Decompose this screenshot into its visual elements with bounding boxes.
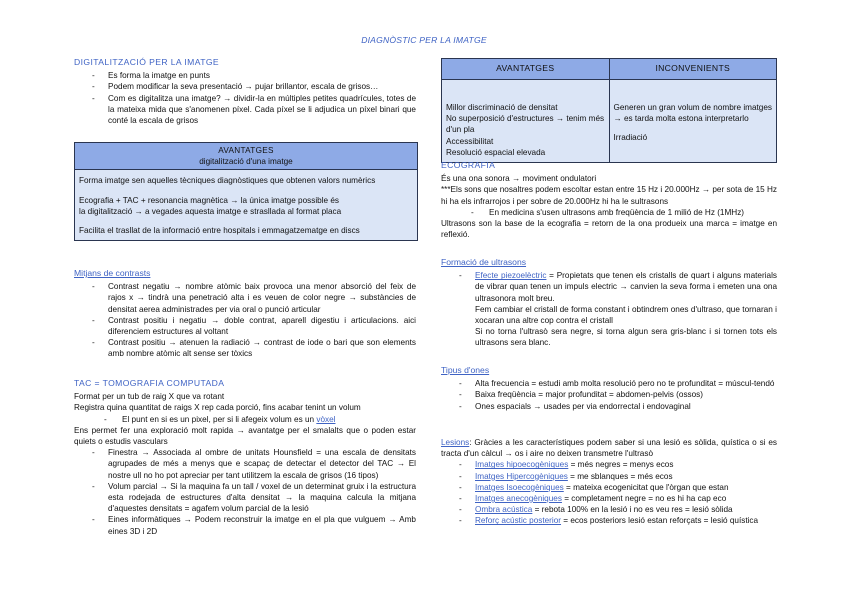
tac-section (74, 378, 416, 537)
tac-paragraph: Ens permet fer una exploració molt rapida → avantatge per el smalalts que o poden estar quiets o estudis vasculars (74, 425, 416, 447)
lesion-term: Imatges Isoecogèniques (475, 482, 564, 492)
avantatges-box-title: AVANTATGES (218, 146, 274, 155)
ecografia-section (441, 160, 777, 240)
list-item: - En medicina s'usen ultrasons amb freqüència de 1 milió de Hz (1MHz) (441, 207, 777, 218)
list-item: - Volum parcial → Si la maquina fa un tall / voxel de un determinat gruix i la estructura esta rodejada de estructures d'alta densitat → la maquina calcula la mitjana d'aquestes densitats = agafem volum parcial de la lesió (74, 481, 416, 515)
contrasts-heading: Mitjans de contrasts (74, 268, 151, 278)
list-item: - Eines informàtiques → Podem reconstruir la imatge en el pla que vulguem → Amb eines 3D i 2D (74, 514, 416, 536)
list-item: Fem cambiar el cristall de forma constant i obtindrem ones d'ultraso, que tornaran i xocaran una altre cop contra el cristall (475, 304, 777, 326)
list-item: - Com es digitalitza una imatge? → dividir-la en múltiples petites quadrícules, totes de la mateixa mida que s'anomenen píxel. Cada píxel se li adjudica un píxel binari que conté la escala de grisos (74, 93, 416, 127)
lesion-term: Reforç acústic posterior (475, 516, 562, 526)
list-item: - Podem modificar la seva presentació → pujar brillantor, escala de grisos… (74, 81, 416, 92)
list-item: - Contrast positiu i negatiu → doble contrat, aparell digestiu i articulacions. aici diferenciem estructures al voltant (74, 315, 416, 337)
tac-list (74, 447, 416, 537)
avantatges-box-subtitle: digitalització d'una imatge (199, 157, 293, 167)
table-line: Resolució espacial elevada (446, 147, 546, 157)
list-item: - Reforç acústic posterior = ecos posteriors lesió estan reforçats = lesió quística (441, 515, 777, 526)
tac-heading: TAC = TOMOGRAFIA COMPUTADA (74, 378, 225, 388)
table-header: INCONVENIENTS (609, 59, 777, 80)
formacio-heading: Formació de ultrasons (441, 257, 527, 267)
list-item: - Contrast positiu → atenuen la radiació → contrast de iode o bari que son elements amb nombre atòmic alt sense ser tòxics (74, 337, 416, 359)
tac-line: Format per un tub de raig X que va rotant (74, 392, 225, 402)
formacio-section (441, 257, 777, 349)
tipus-section (441, 365, 777, 412)
box-paragraph: Ecografia + TAC + resonancia magnètica → la única imatge possible és (79, 195, 340, 205)
list-item: - Efecte piezoelèctric = Propietats que tenen els cristalls de quart i alguns materials de vibrar quan tenen un impuls electric → canvien la seva forma i emeten una ona ultrasonora molt breu. (441, 270, 777, 304)
contrasts-section (74, 268, 416, 360)
lesions-heading: Lesions (441, 438, 470, 447)
list-item: - Ones espacials → usades per via endorrectal i endovaginal (441, 401, 777, 412)
left-column (74, 57, 416, 126)
list-item: - Imatges anecogèniques = completament negre = no es hi ha cap eco (441, 493, 777, 504)
lesion-term: Imatges anecogèniques (475, 494, 562, 504)
lesions-section (441, 437, 777, 527)
list-item: - Finestra → Associada al ombre de unitats Hounsfield = una escala de densitats agrupades de més a menys que e scapaç de detectar el detector del TAC → El nostre ull no ho pot apreciar per tant utilitzem la escala de grisos (16 tipos) (74, 447, 416, 481)
list-item: - Imatges hipoecogèniques = més negres = menys ecos (441, 459, 777, 470)
tipus-heading: Tipus d'ones (441, 365, 490, 375)
list-item: - Imatges Hipercogèniques = me sblanques = més ecos (441, 471, 777, 482)
table-line: Irradiació (613, 133, 648, 143)
tac-line: Registra quina quantitat de raigs X rep cada porció, fins acabar tenint un volum (74, 403, 361, 413)
box-paragraph: Forma imatge sen aquelles tècniques diagnòstiques que obtenen valors numèrics (79, 176, 376, 186)
lesions-intro: Lesions: Gràcies a les característiques podem saber si una lesió es sòlida, quística o si es tracta d'un càlcul → os i aire no deixen transmetre l'ultrasò (441, 438, 777, 459)
ecografia-paragraph: Ultrasons son la base de la ecografia = retorn de la ona produeix una marca = imatge en reflexió. (441, 219, 777, 240)
lesion-term: Imatges hipoecogèniques (475, 460, 569, 470)
table-cell-avantatges (442, 80, 610, 163)
digitalitzacio-heading: DIGITALITZACIÓ PER LA IMATGE (74, 57, 220, 67)
digitalitzacio-list (74, 70, 416, 126)
page-title: DIAGNÒSTIC PER LA IMATGE (361, 35, 487, 45)
list-item: - Es forma la imatge en punts (74, 70, 416, 81)
ecografia-line: És una ona sonora → moviment ondulatori (441, 174, 597, 184)
list-item: - Imatges Isoecogèniques = mateixa ecogenicitat que l'òrgan que estan (441, 482, 777, 493)
list-item: - Baixa freqüència = major profunditat = abdomen-pelvis (ossos) (441, 389, 777, 400)
box-paragraph: Facilita el trasllat de la informació entre hospitals i emmagatzematge en discs (79, 226, 360, 236)
tipus-list (441, 378, 777, 412)
box-paragraph: la digitalització → a vegades aquesta imatge e strasllada al format placa (79, 206, 342, 216)
list-item: - Contrast negatiu → nombre atòmic baix provoca una menor absorció del feix de rajos x → tindrà una penetració alta i es veuen de color negre → substàncies de densitat aerea administrades per via oral o punció articular (74, 281, 416, 315)
table-line: Generen un gran volum de nombre imatges → es tarda molta estona interpretarlo (613, 103, 772, 124)
list-item: - Alta frecuencia = estudi amb molta resolució pero no te profunditat = múscul-tendó (441, 378, 777, 389)
voxel-term: vòxel (316, 414, 336, 424)
list-item: Si no torna l'ultrasò sera negre, si torna algun sera gris-blanc i si tornen tots els ultrasons sera blanc. (475, 327, 777, 348)
avantatges-box-body (75, 170, 417, 240)
avantatges-box (74, 142, 418, 241)
piezoelectric-term: Efecte piezoelèctric (475, 271, 547, 281)
ecografia-heading: ECOGRAFIA (441, 160, 496, 170)
lesions-list (441, 459, 777, 526)
ecografia-line: ***Els sons que nosaltres podem escoltar estan entre 15 Hz i 20.000Hz → per sota de 15 Hz hi ha els infrarrojos i per sobre de 20.000Hz hi ha le sultrasons (441, 185, 777, 206)
table-line: Accessibilitat (446, 136, 494, 146)
table-line: No superposició d'estructures → tenim més d'un pla (446, 114, 605, 135)
ecografia-sub-list (441, 207, 777, 218)
contrasts-list (74, 281, 416, 359)
list-item: - Ombra acústica = rebota 100% en la lesió i no es veu res = lesió sòlida (441, 504, 777, 515)
list-item: - El punt en si es un pixel, per si li afegeix volum es un vòxel (74, 414, 416, 425)
tac-sub-list (74, 414, 416, 425)
formacio-list (441, 270, 777, 348)
lesion-term: Ombra acústica (475, 505, 533, 515)
avantatges-inconvenients-table (441, 58, 777, 163)
lesion-term: Imatges Hipercogèniques (475, 471, 568, 481)
table-header: AVANTATGES (442, 59, 610, 80)
table-line: Millor discriminació de densitat (446, 103, 558, 112)
avantatges-box-header (75, 143, 417, 170)
table-cell-inconvenients (609, 80, 777, 163)
